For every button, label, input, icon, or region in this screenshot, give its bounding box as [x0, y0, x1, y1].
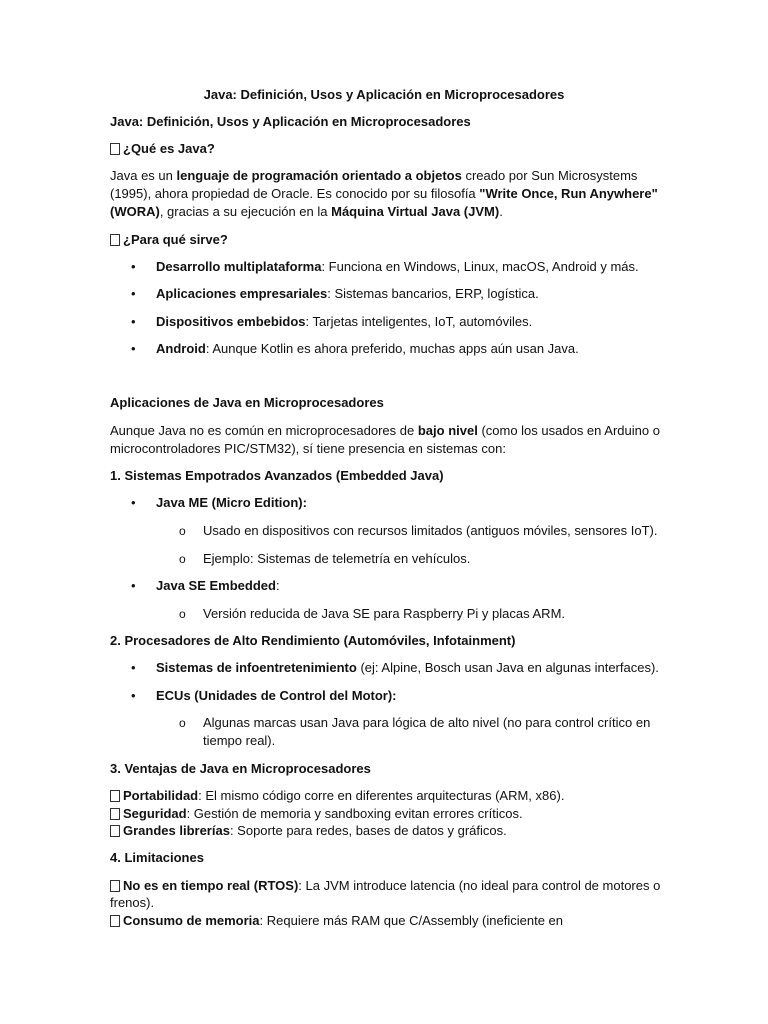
- missing-glyph-icon: [110, 915, 120, 927]
- embedded-subitem: Ejemplo: Sistemas de telemetría en vehículos.: [203, 551, 471, 566]
- embedded-subitem: Versión reducida de Java SE para Raspberry Pi y placas ARM.: [203, 606, 566, 621]
- missing-glyph-icon: [110, 808, 120, 820]
- highperf-subitem-cont: tiempo real).: [203, 733, 276, 748]
- missing-glyph-icon: [110, 880, 120, 892]
- missing-glyph-icon: [110, 790, 120, 802]
- highperf-subitem: Algunas marcas usan Java para lógica de alto nivel (no para control crítico en: [203, 715, 651, 730]
- missing-glyph-icon: [110, 825, 120, 837]
- bullet: •: [131, 341, 136, 356]
- missing-glyph-icon: [110, 143, 120, 155]
- embedded-subitem: Usado en dispositivos con recursos limitados (antiguos móviles, sensores IoT).: [203, 523, 658, 538]
- bullet: •: [131, 286, 136, 301]
- subsection-title: 1. Sistemas Empotrados Avanzados (Embedded Java): [110, 468, 444, 483]
- apps-intro-line-2: microcontroladores PIC/STM32), sí tiene presencia en sistemas con:: [110, 441, 506, 456]
- use-item: Aplicaciones empresariales: Sistemas bancarios, ERP, logística.: [156, 286, 539, 301]
- intro-line-2: (1995), ahora propiedad de Oracle. Es conocido por su filosofía "Write Once, Run Anywhere": [110, 186, 658, 201]
- advantage-item: Grandes librerías: Soporte para redes, bases de datos y gráficos.: [110, 822, 507, 840]
- question-what-for: ¿Para qué sirve?: [110, 231, 228, 249]
- question-what-is-java: ¿Qué es Java?: [110, 140, 215, 158]
- embedded-item: Java ME (Micro Edition):: [156, 495, 307, 510]
- subsection-title: 3. Ventajas de Java en Microprocesadores: [110, 761, 371, 776]
- sub-bullet: o: [179, 552, 186, 566]
- heading: Java: Definición, Usos y Aplicación en Microprocesadores: [110, 114, 471, 129]
- limitation-item-cont: frenos).: [110, 895, 155, 910]
- use-item: Desarrollo multiplataforma: Funciona en Windows, Linux, macOS, Android y más.: [156, 259, 639, 274]
- section-title: Aplicaciones de Java en Microprocesadores: [110, 395, 384, 410]
- bullet: •: [131, 660, 136, 675]
- use-item: Android: Aunque Kotlin es ahora preferido, muchas apps aún usan Java.: [156, 341, 579, 356]
- sub-bullet: o: [179, 607, 186, 621]
- use-item: Dispositivos embebidos: Tarjetas inteligentes, IoT, automóviles.: [156, 314, 533, 329]
- apps-intro-line-1: Aunque Java no es común en microprocesadores de bajo nivel (como los usados en Arduino o: [110, 423, 660, 438]
- intro-line-3: (WORA), gracias a su ejecución en la Máquina Virtual Java (JVM).: [110, 204, 503, 219]
- highperf-item: ECUs (Unidades de Control del Motor):: [156, 688, 397, 703]
- subsection-title: 2. Procesadores de Alto Rendimiento (Automóviles, Infotainment): [110, 633, 516, 648]
- bullet: •: [131, 578, 136, 593]
- missing-glyph-icon: [110, 234, 120, 246]
- embedded-item: Java SE Embedded:: [156, 578, 280, 593]
- sub-bullet: o: [179, 524, 186, 538]
- bullet: •: [131, 314, 136, 329]
- highperf-item: Sistemas de infoentretenimiento (ej: Alpine, Bosch usan Java en algunas interfaces).: [156, 660, 659, 675]
- bullet: •: [131, 688, 136, 703]
- sub-bullet: o: [179, 716, 186, 730]
- intro-line-1: Java es un lenguaje de programación orientado a objetos creado por Sun Microsystems: [110, 168, 638, 183]
- advantage-item: Portabilidad: El mismo código corre en diferentes arquitecturas (ARM, x86).: [110, 787, 564, 805]
- subsection-title: 4. Limitaciones: [110, 850, 204, 865]
- advantage-item: Seguridad: Gestión de memoria y sandboxing evitan errores críticos.: [110, 805, 523, 823]
- document-title: Java: Definición, Usos y Aplicación en Microprocesadores: [203, 87, 565, 102]
- limitation-item: No es en tiempo real (RTOS): La JVM introduce latencia (no ideal para control de motores o: [110, 877, 660, 895]
- limitation-item: Consumo de memoria: Requiere más RAM que C/Assembly (ineficiente en: [110, 912, 563, 930]
- bullet: •: [131, 495, 136, 510]
- bullet: •: [131, 259, 136, 274]
